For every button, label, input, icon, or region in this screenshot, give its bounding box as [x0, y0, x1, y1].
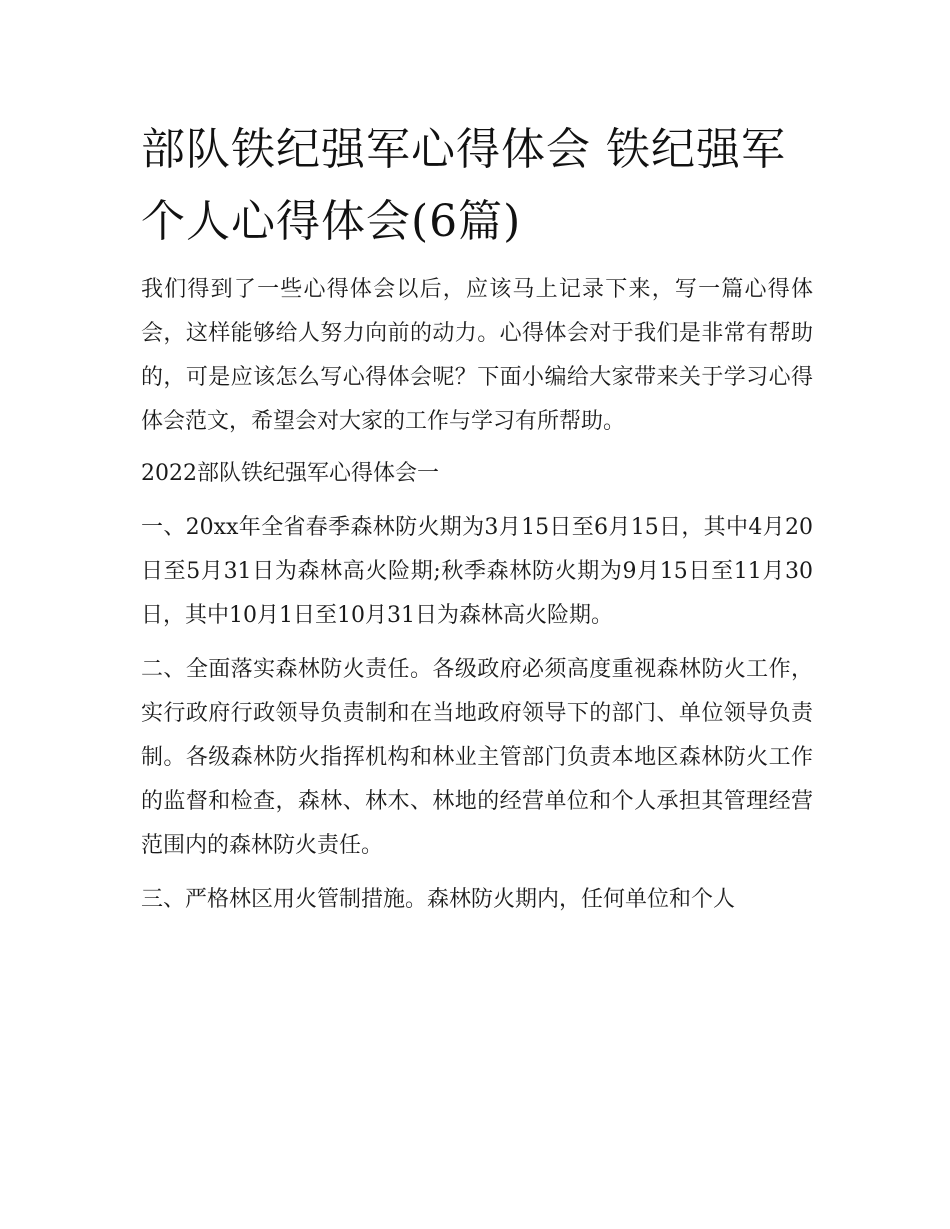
paragraph-fire-period: 一、20xx年全省春季森林防火期为3月15日至6月15日，其中4月20日至5月31日为森林高火险期;秋季森林防火期为9月15日至11月30日，其中10月1日至10月31日为森林高火险期。 [141, 515, 813, 628]
document-title: 部队铁纪强军心得体会 铁纪强军个人心得体会(6篇) [141, 124, 786, 247]
paragraph-fire-responsibility: 二、全面落实森林防火责任。各级政府必须高度重视森林防火工作，实行政府行政领导负责制和在当地政府领导下的部门、单位领导负责制。各级森林防火指挥机构和林业主管部门负责本地区森林防火工作的监督和检查，森林、林木、林地的经营单位和个人承担其管理经营范围内的森林防火责任。 [141, 657, 813, 858]
document-body [141, 114, 813, 922]
paragraph-fire-control: 三、严格林区用火管制措施。森林防火期内，任何单位和个人 [141, 887, 736, 912]
section-heading: 2022部队铁纪强军心得体会一 [141, 461, 439, 486]
intro-paragraph: 我们得到了一些心得体会以后，应该马上记录下来，写一篇心得体会，这样能够给人努力向前的动力。心得体会对于我们是非常有帮助的，可是应该怎么写心得体会呢？下面小编给大家带来关于学习心得体会范文，希望会对大家的工作与学习有所帮助。 [141, 277, 813, 434]
